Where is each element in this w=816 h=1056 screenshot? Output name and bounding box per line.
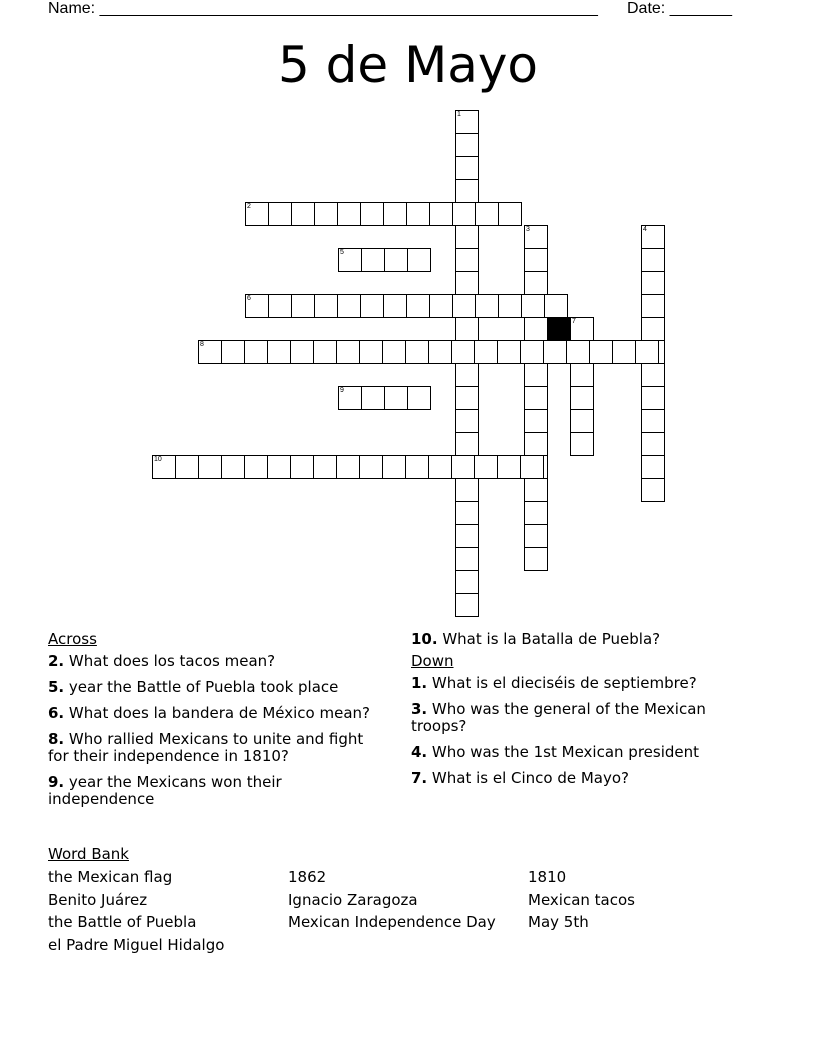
clue-text: What is la Batalla de Puebla? bbox=[437, 630, 661, 648]
answer-cell[interactable] bbox=[497, 340, 521, 364]
answer-cell[interactable] bbox=[429, 294, 453, 318]
answer-cell[interactable] bbox=[520, 340, 544, 364]
answer-cell[interactable] bbox=[455, 133, 479, 157]
answer-cell[interactable] bbox=[455, 248, 479, 272]
answer-cell[interactable] bbox=[524, 409, 548, 433]
answer-cell[interactable] bbox=[455, 317, 479, 341]
answer-cell[interactable] bbox=[641, 294, 665, 318]
down-clue-7 bbox=[411, 770, 756, 787]
answer-cell[interactable] bbox=[543, 340, 567, 364]
clue-number: 3. bbox=[411, 700, 428, 718]
word-bank-item: the Battle of Puebla bbox=[48, 913, 197, 931]
answer-cell[interactable] bbox=[451, 340, 475, 364]
answer-cell[interactable] bbox=[521, 294, 545, 318]
word-bank-item: Mexican Independence Day bbox=[288, 913, 496, 931]
page-title: 5 de Mayo bbox=[277, 36, 539, 94]
answer-cell[interactable] bbox=[566, 340, 590, 364]
answer-cell[interactable] bbox=[641, 248, 665, 272]
down-clue-1 bbox=[411, 675, 756, 692]
across-heading: Across bbox=[48, 630, 97, 648]
word-bank-item: Benito Juárez bbox=[48, 891, 148, 909]
answer-cell[interactable] bbox=[524, 432, 548, 456]
clue-text: What is el Cinco de Mayo? bbox=[427, 769, 630, 787]
answer-cell[interactable] bbox=[360, 294, 384, 318]
word-bank-item: el Padre Miguel Hidalgo bbox=[48, 936, 225, 954]
answer-cell[interactable] bbox=[570, 363, 594, 387]
clue-number-label: 9 bbox=[340, 387, 344, 394]
answer-cell[interactable] bbox=[428, 340, 452, 364]
answer-cell[interactable] bbox=[268, 202, 292, 226]
answer-cell[interactable] bbox=[455, 570, 479, 594]
clue-text: What is el dieciséis de septiembre? bbox=[427, 674, 697, 692]
answer-cell[interactable] bbox=[244, 340, 268, 364]
answer-cell[interactable] bbox=[455, 478, 479, 502]
answer-cell[interactable] bbox=[474, 455, 498, 479]
word-bank-item: 1862 bbox=[288, 868, 327, 886]
across-clue-8 bbox=[48, 731, 378, 765]
word-bank-heading: Word Bank bbox=[48, 845, 129, 863]
clue-text: Who was the general of the Mexican troops? bbox=[411, 700, 706, 735]
clue-number: 2. bbox=[48, 652, 65, 670]
answer-cell[interactable] bbox=[291, 202, 315, 226]
clue-text: Who was the 1st Mexican president bbox=[427, 743, 700, 761]
across-clue-9 bbox=[48, 774, 378, 808]
clue-text: year the Mexicans won their independence bbox=[48, 773, 282, 808]
answer-cell[interactable] bbox=[452, 294, 476, 318]
answer-cell[interactable] bbox=[524, 386, 548, 410]
answer-cell[interactable] bbox=[267, 340, 291, 364]
answer-cell[interactable] bbox=[382, 455, 406, 479]
answer-cell[interactable] bbox=[268, 294, 292, 318]
answer-cell[interactable] bbox=[498, 202, 522, 226]
across-clue-6 bbox=[48, 705, 378, 722]
answer-cell[interactable] bbox=[641, 386, 665, 410]
answer-cell[interactable] bbox=[384, 386, 408, 410]
clue-number-label: 6 bbox=[247, 295, 251, 302]
answer-cell[interactable] bbox=[589, 340, 613, 364]
clue-text: What does la bandera de México mean? bbox=[64, 704, 370, 722]
clue-number-label: 8 bbox=[200, 341, 204, 348]
answer-cell[interactable] bbox=[544, 294, 568, 318]
down-heading: Down bbox=[411, 652, 454, 670]
answer-cell[interactable] bbox=[361, 386, 385, 410]
answer-cell[interactable] bbox=[570, 432, 594, 456]
black-cell bbox=[547, 317, 571, 341]
clue-number-label: 4 bbox=[643, 226, 647, 233]
answer-cell[interactable] bbox=[497, 455, 521, 479]
answer-cell[interactable] bbox=[455, 271, 479, 295]
answer-cell[interactable] bbox=[524, 478, 548, 502]
answer-cell[interactable] bbox=[383, 294, 407, 318]
answer-cell[interactable] bbox=[336, 455, 360, 479]
answer-cell[interactable] bbox=[451, 455, 475, 479]
answer-cell[interactable] bbox=[407, 248, 431, 272]
answer-cell[interactable] bbox=[314, 202, 338, 226]
answer-cell[interactable] bbox=[455, 156, 479, 180]
across-clues bbox=[48, 631, 378, 817]
answer-cell[interactable] bbox=[384, 248, 408, 272]
clue-number-label: 7 bbox=[572, 318, 576, 325]
clue-number-label: 3 bbox=[526, 226, 530, 233]
answer-cell[interactable] bbox=[175, 455, 199, 479]
name-field-label[interactable]: Name: ________________________________________________________ bbox=[48, 0, 598, 17]
answer-cell[interactable] bbox=[406, 294, 430, 318]
answer-cell[interactable] bbox=[524, 524, 548, 548]
clue-number: 8. bbox=[48, 730, 65, 748]
answer-cell[interactable] bbox=[198, 455, 222, 479]
answer-cell[interactable] bbox=[612, 340, 636, 364]
answer-cell[interactable] bbox=[455, 547, 479, 571]
answer-cell[interactable] bbox=[361, 248, 385, 272]
word-bank-item: May 5th bbox=[528, 913, 589, 931]
answer-cell[interactable] bbox=[455, 386, 479, 410]
answer-cell[interactable] bbox=[524, 363, 548, 387]
answer-cell[interactable] bbox=[359, 340, 383, 364]
answer-cell[interactable] bbox=[428, 455, 452, 479]
answer-cell[interactable] bbox=[452, 202, 476, 226]
clue-number: 10. bbox=[411, 630, 438, 648]
answer-cell[interactable] bbox=[498, 294, 522, 318]
answer-cell[interactable] bbox=[641, 432, 665, 456]
clue-number-label: 10 bbox=[154, 456, 162, 463]
answer-cell[interactable] bbox=[524, 317, 548, 341]
across-clue-10 bbox=[411, 631, 756, 648]
answer-cell[interactable] bbox=[406, 202, 430, 226]
answer-cell[interactable] bbox=[641, 271, 665, 295]
answer-cell[interactable] bbox=[455, 363, 479, 387]
word-bank-item: the Mexican flag bbox=[48, 868, 173, 886]
clue-text: year the Battle of Puebla took place bbox=[64, 678, 339, 696]
clue-number: 4. bbox=[411, 743, 428, 761]
answer-cell[interactable] bbox=[429, 202, 453, 226]
down-clue-4 bbox=[411, 744, 756, 761]
clue-number: 7. bbox=[411, 769, 428, 787]
answer-cell[interactable] bbox=[455, 501, 479, 525]
answer-cell[interactable] bbox=[382, 340, 406, 364]
answer-cell[interactable] bbox=[455, 409, 479, 433]
clue-number: 5. bbox=[48, 678, 65, 696]
down-clues bbox=[411, 631, 756, 796]
answer-cell[interactable] bbox=[641, 409, 665, 433]
answer-cell[interactable] bbox=[641, 363, 665, 387]
answer-cell[interactable] bbox=[313, 455, 337, 479]
answer-cell[interactable] bbox=[290, 340, 314, 364]
across-clue-2 bbox=[48, 653, 378, 670]
clue-number: 6. bbox=[48, 704, 65, 722]
answer-cell[interactable] bbox=[291, 294, 315, 318]
answer-cell[interactable] bbox=[524, 248, 548, 272]
answer-cell[interactable] bbox=[314, 294, 338, 318]
clue-number: 1. bbox=[411, 674, 428, 692]
answer-cell[interactable] bbox=[336, 340, 360, 364]
down-clue-3 bbox=[411, 701, 756, 735]
date-field-label[interactable]: Date: _______ bbox=[627, 0, 732, 17]
answer-cell[interactable] bbox=[359, 455, 383, 479]
answer-cell[interactable] bbox=[405, 340, 429, 364]
answer-cell[interactable] bbox=[407, 386, 431, 410]
answer-cell[interactable] bbox=[520, 455, 544, 479]
answer-cell[interactable] bbox=[570, 409, 594, 433]
answer-cell[interactable] bbox=[635, 340, 659, 364]
clue-number-label: 5 bbox=[340, 249, 344, 256]
answer-cell[interactable] bbox=[313, 340, 337, 364]
answer-cell[interactable] bbox=[475, 294, 499, 318]
answer-cell[interactable] bbox=[474, 340, 498, 364]
answer-cell[interactable] bbox=[641, 317, 665, 341]
word-bank-item: Mexican tacos bbox=[528, 891, 635, 909]
clue-number-label: 1 bbox=[457, 111, 461, 118]
clue-number-label: 2 bbox=[247, 203, 251, 210]
answer-cell[interactable] bbox=[360, 202, 384, 226]
answer-cell[interactable] bbox=[570, 386, 594, 410]
answer-cell[interactable] bbox=[524, 547, 548, 571]
answer-cell[interactable] bbox=[524, 271, 548, 295]
word-bank-item: 1810 bbox=[528, 868, 567, 886]
answer-cell[interactable] bbox=[337, 202, 361, 226]
answer-cell[interactable] bbox=[455, 225, 479, 249]
clue-text: Who rallied Mexicans to unite and fight for their independence in 1810? bbox=[48, 730, 364, 765]
clue-number: 9. bbox=[48, 773, 65, 791]
answer-cell[interactable] bbox=[221, 340, 245, 364]
answer-cell[interactable] bbox=[641, 478, 665, 502]
answer-cell[interactable] bbox=[290, 455, 314, 479]
answer-cell[interactable] bbox=[383, 202, 407, 226]
answer-cell[interactable] bbox=[455, 432, 479, 456]
answer-cell[interactable] bbox=[475, 202, 499, 226]
across-clue-5 bbox=[48, 679, 378, 696]
clue-text: What does los tacos mean? bbox=[64, 652, 276, 670]
word-bank-item: Ignacio Zaragoza bbox=[288, 891, 418, 909]
answer-cell[interactable] bbox=[455, 593, 479, 617]
answer-cell[interactable] bbox=[455, 524, 479, 548]
answer-cell[interactable] bbox=[337, 294, 361, 318]
answer-cell[interactable] bbox=[405, 455, 429, 479]
answer-cell[interactable] bbox=[244, 455, 268, 479]
answer-cell[interactable] bbox=[641, 455, 665, 479]
answer-cell[interactable] bbox=[455, 179, 479, 203]
answer-cell[interactable] bbox=[221, 455, 245, 479]
answer-cell[interactable] bbox=[267, 455, 291, 479]
answer-cell[interactable] bbox=[524, 501, 548, 525]
